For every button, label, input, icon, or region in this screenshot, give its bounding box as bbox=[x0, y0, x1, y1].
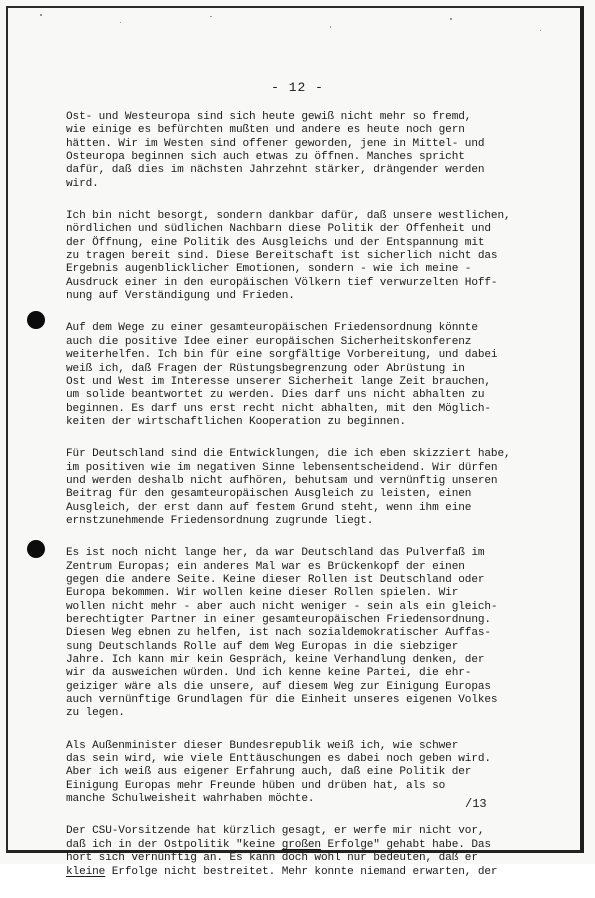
text-line: um solide beantwortet zu werden. Dies darf uns nicht abhalten zu bbox=[66, 389, 485, 402]
page-number: - 12 - bbox=[271, 80, 324, 95]
text-line: Ergebnis augenblicklicher Emotionen, sondern - wie ich meine - bbox=[66, 263, 472, 276]
text-line: beginnen. Es darf uns erst recht nicht abhalten, mit den Möglich- bbox=[66, 402, 491, 415]
text-line: zu tragen bereit sind. Diese Bereitschaft ist sicherlich nicht das bbox=[66, 250, 498, 263]
punch-hole-top bbox=[27, 311, 45, 329]
text-line: nördlichen und südlichen Nachbarn diese Politik der Offenheit und bbox=[66, 223, 491, 236]
text-line: Einigung Europas mehr Freunde hüben und drüben hat, als so bbox=[66, 779, 446, 792]
text-line: Ausgleich, der erst dann auf festem Grund steht, wenn ihm eine bbox=[66, 501, 472, 514]
text-line: Ich bin nicht besorgt, sondern dankbar dafür, daß unsere westlichen, bbox=[66, 210, 511, 223]
punch-hole-bottom bbox=[27, 540, 45, 558]
text-line: im positiven wie im negativen Sinne lebensentscheidend. Wir dürfen bbox=[66, 461, 498, 474]
text-line: zu legen. bbox=[66, 707, 125, 720]
paragraph-5 bbox=[66, 547, 552, 720]
paragraph-7 bbox=[66, 825, 552, 878]
text-line: daß ich in der Ostpolitik "keine großen Erfolge" gehabt habe. Das bbox=[66, 838, 491, 851]
text-line: geiziger wäre als die unsere, auf diesem Weg zur Einigung Europas bbox=[66, 680, 491, 693]
text-line: keiten der wirtschaftlichen Kooperation zu beginnen. bbox=[66, 415, 406, 428]
text-line: weiterhelfen. Ich bin für eine sorgfältige Vorbereitung, und dabei bbox=[66, 349, 498, 362]
text-line: auch vernünftige Grundlagen für die Einheit unseres eigenen Volkes bbox=[66, 694, 498, 707]
text-line: Ausdruck einer in den europäischen Völkern tief verwurzelten Hoff- bbox=[66, 276, 498, 289]
paragraph-4 bbox=[66, 448, 552, 528]
scan-speckle bbox=[210, 16, 212, 17]
text-line: sung Deutschlands Rolle auf dem Weg Europas in die siebziger bbox=[66, 640, 459, 653]
text-line: dafür, daß dies im nächsten Jahrzehnt stärker, drängender werden bbox=[66, 164, 485, 177]
text-line: wir da ausweichen würden. Und ich kenne keine Partei, die ehr- bbox=[66, 667, 472, 680]
text-line: Jahre. Ich kann mir kein Gespräch, keine Verhandlung denken, der bbox=[66, 654, 485, 667]
text-line: gegen die andere Seite. Keine dieser Rollen ist Deutschland oder bbox=[66, 573, 485, 586]
text-line: Beitrag für den gesamteuropäischen Ausgleich zu leisten, einen bbox=[66, 488, 472, 501]
text-line: ernstzunehmende Friedensordnung zugrunde liegt. bbox=[66, 514, 374, 527]
text-line: manche Schulweisheit wahrhaben möchte. bbox=[66, 793, 315, 806]
paragraph-2 bbox=[66, 210, 552, 303]
text-line: Osteuropa beginnen sich auch etwas zu öffnen. Manches spricht bbox=[66, 151, 465, 164]
scan-speckle bbox=[40, 14, 42, 16]
underlined-word: kleine bbox=[66, 865, 106, 878]
scan-speckle bbox=[120, 22, 121, 23]
scan-speckle bbox=[330, 26, 331, 28]
text-line: Zentrum Europas; ein anderes Mal war es Brückenkopf der einen bbox=[66, 560, 465, 573]
text-line: Ost- und Westeuropa sind sich heute gewiß nicht mehr so fremd, bbox=[66, 111, 472, 123]
paragraph-1 bbox=[66, 111, 552, 191]
text-line: nung auf Verständigung und Frieden. bbox=[66, 290, 295, 303]
text-line: hört sich vernünftig an. Es kann doch wohl nur bedeuten, daß er bbox=[66, 852, 478, 865]
text-line: Diesen Weg ebnen zu helfen, ist nach sozialdemokratischer Auffas- bbox=[66, 627, 491, 640]
text-line: hätten. Wir im Westen sind offener geworden, jene in Mittel- und bbox=[66, 137, 485, 150]
text-line: Auf dem Wege zu einer gesamteuropäischen Friedensordnung könnte bbox=[66, 322, 478, 335]
text-line: auch die positive Idee einer europäischen Sicherheitskonferenz bbox=[66, 335, 472, 348]
text-line: berechtigter Partner in einer gesamteuropäischen Friedensordnung. bbox=[66, 614, 491, 626]
text-line: Europa bekommen. Wir wollen keine dieser Rollen spielen. Wir bbox=[66, 587, 459, 600]
text-line: Als Außenminister dieser Bundesrepublik weiß ich, wie schwer bbox=[66, 739, 459, 752]
text-line: weiß ich, daß Fragen der Rüstungsbegrenzung oder Abrüstung in bbox=[66, 362, 465, 375]
text-line: Der CSU-Vorsitzende hat kürzlich gesagt, er werfe mir nicht vor, bbox=[66, 825, 485, 838]
body-text bbox=[66, 111, 552, 898]
scan-speckle bbox=[450, 18, 452, 20]
text-line: wollen nicht mehr - aber auch nicht weniger - sein als ein gleich- bbox=[66, 600, 498, 613]
text-line: Aber ich weiß aus eigener Erfahrung auch, daß eine Politik der bbox=[66, 766, 472, 779]
text-line: Es ist noch nicht lange her, da war Deutschland das Pulverfaß im bbox=[66, 547, 485, 560]
text-line: wie einige es befürchten mußten und andere es heute noch gern bbox=[66, 124, 465, 137]
text-line: das sein wird, wie viele Enttäuschungen es dabei noch geben wird. bbox=[66, 753, 491, 766]
text-line: kleine Erfolge nicht bestreitet. Mehr konnte niemand erwarten, der bbox=[66, 865, 498, 878]
scan-speckle bbox=[540, 30, 541, 31]
text-line: der Öffnung, eine Politik des Ausgleichs und der Entspannung mit bbox=[66, 236, 485, 249]
text-line: wird. bbox=[66, 177, 99, 190]
text-line: Ost und West im Interesse unserer Sicherheit lange Zeit brauchen, bbox=[66, 375, 491, 388]
text-line: und werden deshalb nicht aufhören, behutsam und vernünftig unseren bbox=[66, 474, 498, 487]
continuation-marker: /13 bbox=[465, 797, 487, 811]
underlined-word: großen bbox=[281, 838, 321, 851]
text-line: Für Deutschland sind die Entwicklungen, die ich eben skizziert habe, bbox=[66, 448, 511, 461]
paragraph-3 bbox=[66, 322, 552, 429]
